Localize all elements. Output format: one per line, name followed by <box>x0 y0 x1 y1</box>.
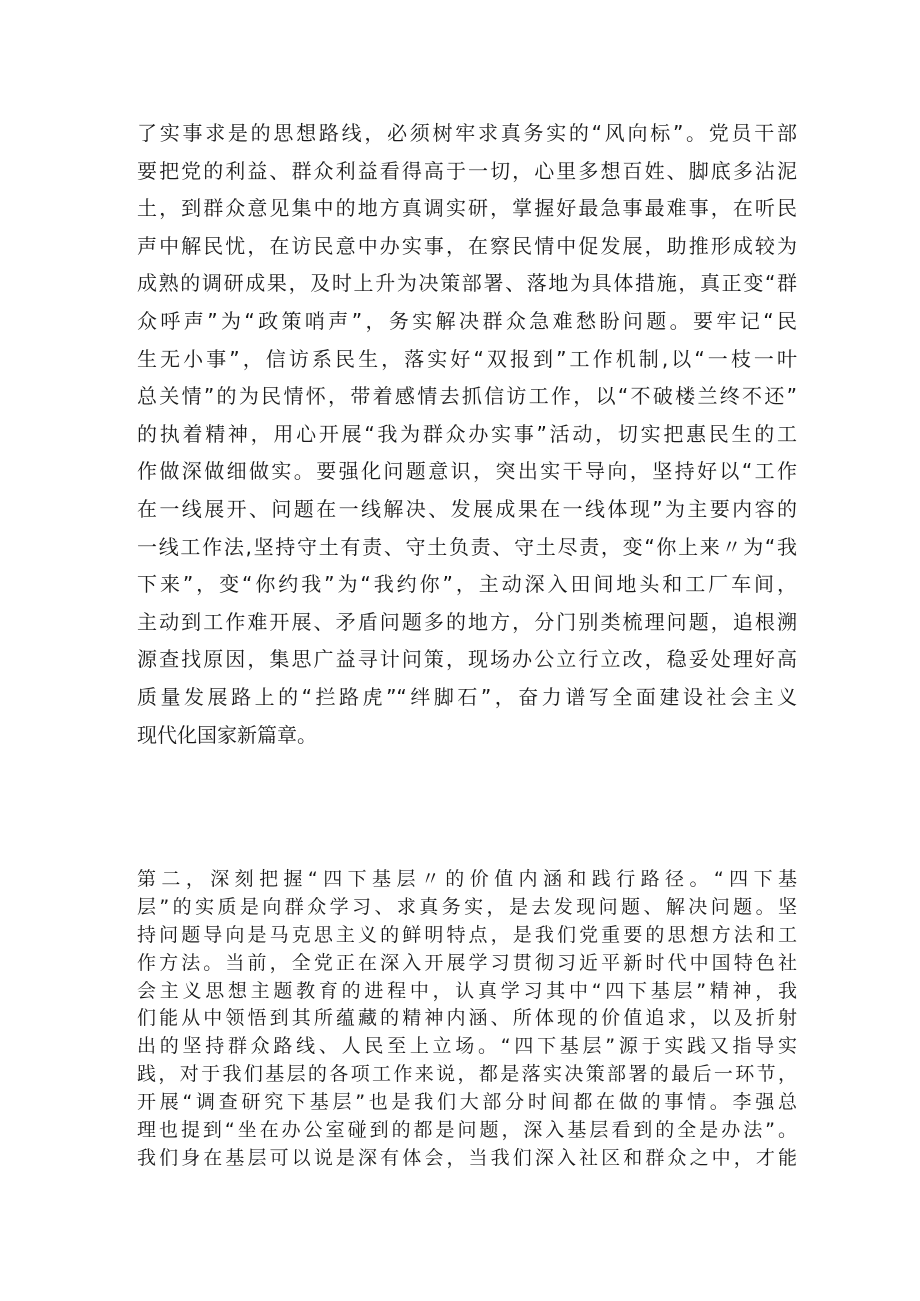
text-line: 现代化国家新篇章。 <box>137 722 317 747</box>
text-line: 土，到群众意见集中的地方真调实研，掌握好最急事最难事，在听民 <box>137 196 797 221</box>
text-line: 的执着精神，用心开展“我为群众办实事”活动，切实把惠民生的工 <box>137 421 797 446</box>
text-line: 开展“调查研究下基层”也是我们大部分时间都在做的事情。李强总 <box>137 1091 797 1114</box>
text-line: 要把党的利益、群众利益看得高于一切，心里多想百姓、脚底多沾泥 <box>137 158 797 183</box>
text-line: 主动到工作难开展、矛盾问题多的地方，分门别类梳理问题，追根溯 <box>137 609 797 634</box>
text-line: 生无小事”，信访系民生，落实好“双报到”工作机制,以“一枝一叶 <box>137 346 797 371</box>
text-line: 声中解民忧，在访民意中办实事，在察民情中促发展，助推形成较为 <box>137 233 797 258</box>
text-line: 源查找原因，集思广益寻计问策，现场办公立行立改，稳妥处理好高 <box>137 647 797 672</box>
text-line: 在一线展开、问题在一线解决、发展成果在一线体现”为主要内容的 <box>137 496 797 521</box>
text-line: 下来”，变“你约我”为“我约你”，主动深入田间地头和工厂车间， <box>137 572 797 597</box>
text-line: 作方法。当前，全党正在深入开展学习贯彻习近平新时代中国特色社 <box>137 951 797 974</box>
text-line: 第二，深刻把握“四下基层〃的价值内涵和践行路径。“四下基 <box>137 868 797 890</box>
text-line: 们能从中领悟到其所蕴藏的精神内涵、所体现的价值追求，以及折射 <box>137 1007 797 1030</box>
text-line: 了实事求是的思想路线，必须树牢求真务实的“风向标”。党员干部 <box>137 121 797 145</box>
text-line: 成熟的调研成果，及时上升为决策部署、落地为具体措施，真正变“群 <box>137 271 797 296</box>
text-line: 会主义思想主题教育的进程中，认真学习其中“四下基层”精神，我 <box>137 979 797 1002</box>
text-line: 出的坚持群众路线、人民至上立场。“四下基层”源于实践又指导实 <box>137 1035 797 1058</box>
paragraph-continued <box>137 115 797 754</box>
text-line: 质量发展路上的“拦路虎”“绊脚石”，奋力谱写全面建设社会主义 <box>137 684 797 709</box>
text-line: 层”的实质是向群众学习、求真务实，是去发现问题、解决问题。坚 <box>137 895 797 918</box>
paragraph-second-point <box>137 866 797 1173</box>
text-line: 众呼声”为“政策哨声”，务实解决群众急难愁盼问题。要牢记“民 <box>137 308 797 333</box>
text-line: 持问题导向是马克思主义的鲜明特点，是我们党重要的思想方法和工 <box>137 923 797 946</box>
text-line: 总关情”的为民情怀，带着感情去抓信访工作，以“不破楼兰终不还” <box>137 384 797 409</box>
text-line: 践，对于我们基层的各项工作来说，都是落实决策部署的最后一环节， <box>137 1063 797 1086</box>
text-line: 理也提到“坐在办公室碰到的都是问题，深入基层看到的全是办法”。 <box>137 1119 797 1142</box>
text-line: 作做深做细做实。要强化问题意识，突出实干导向，坚持好以“工作 <box>137 459 797 484</box>
text-line: 一线工作法,坚持守土有责、守土负责、守土尽责，变“你上来〃为“我 <box>137 534 797 559</box>
text-line: 我们身在基层可以说是深有体会，当我们深入社区和群众之中，才能 <box>137 1146 797 1169</box>
